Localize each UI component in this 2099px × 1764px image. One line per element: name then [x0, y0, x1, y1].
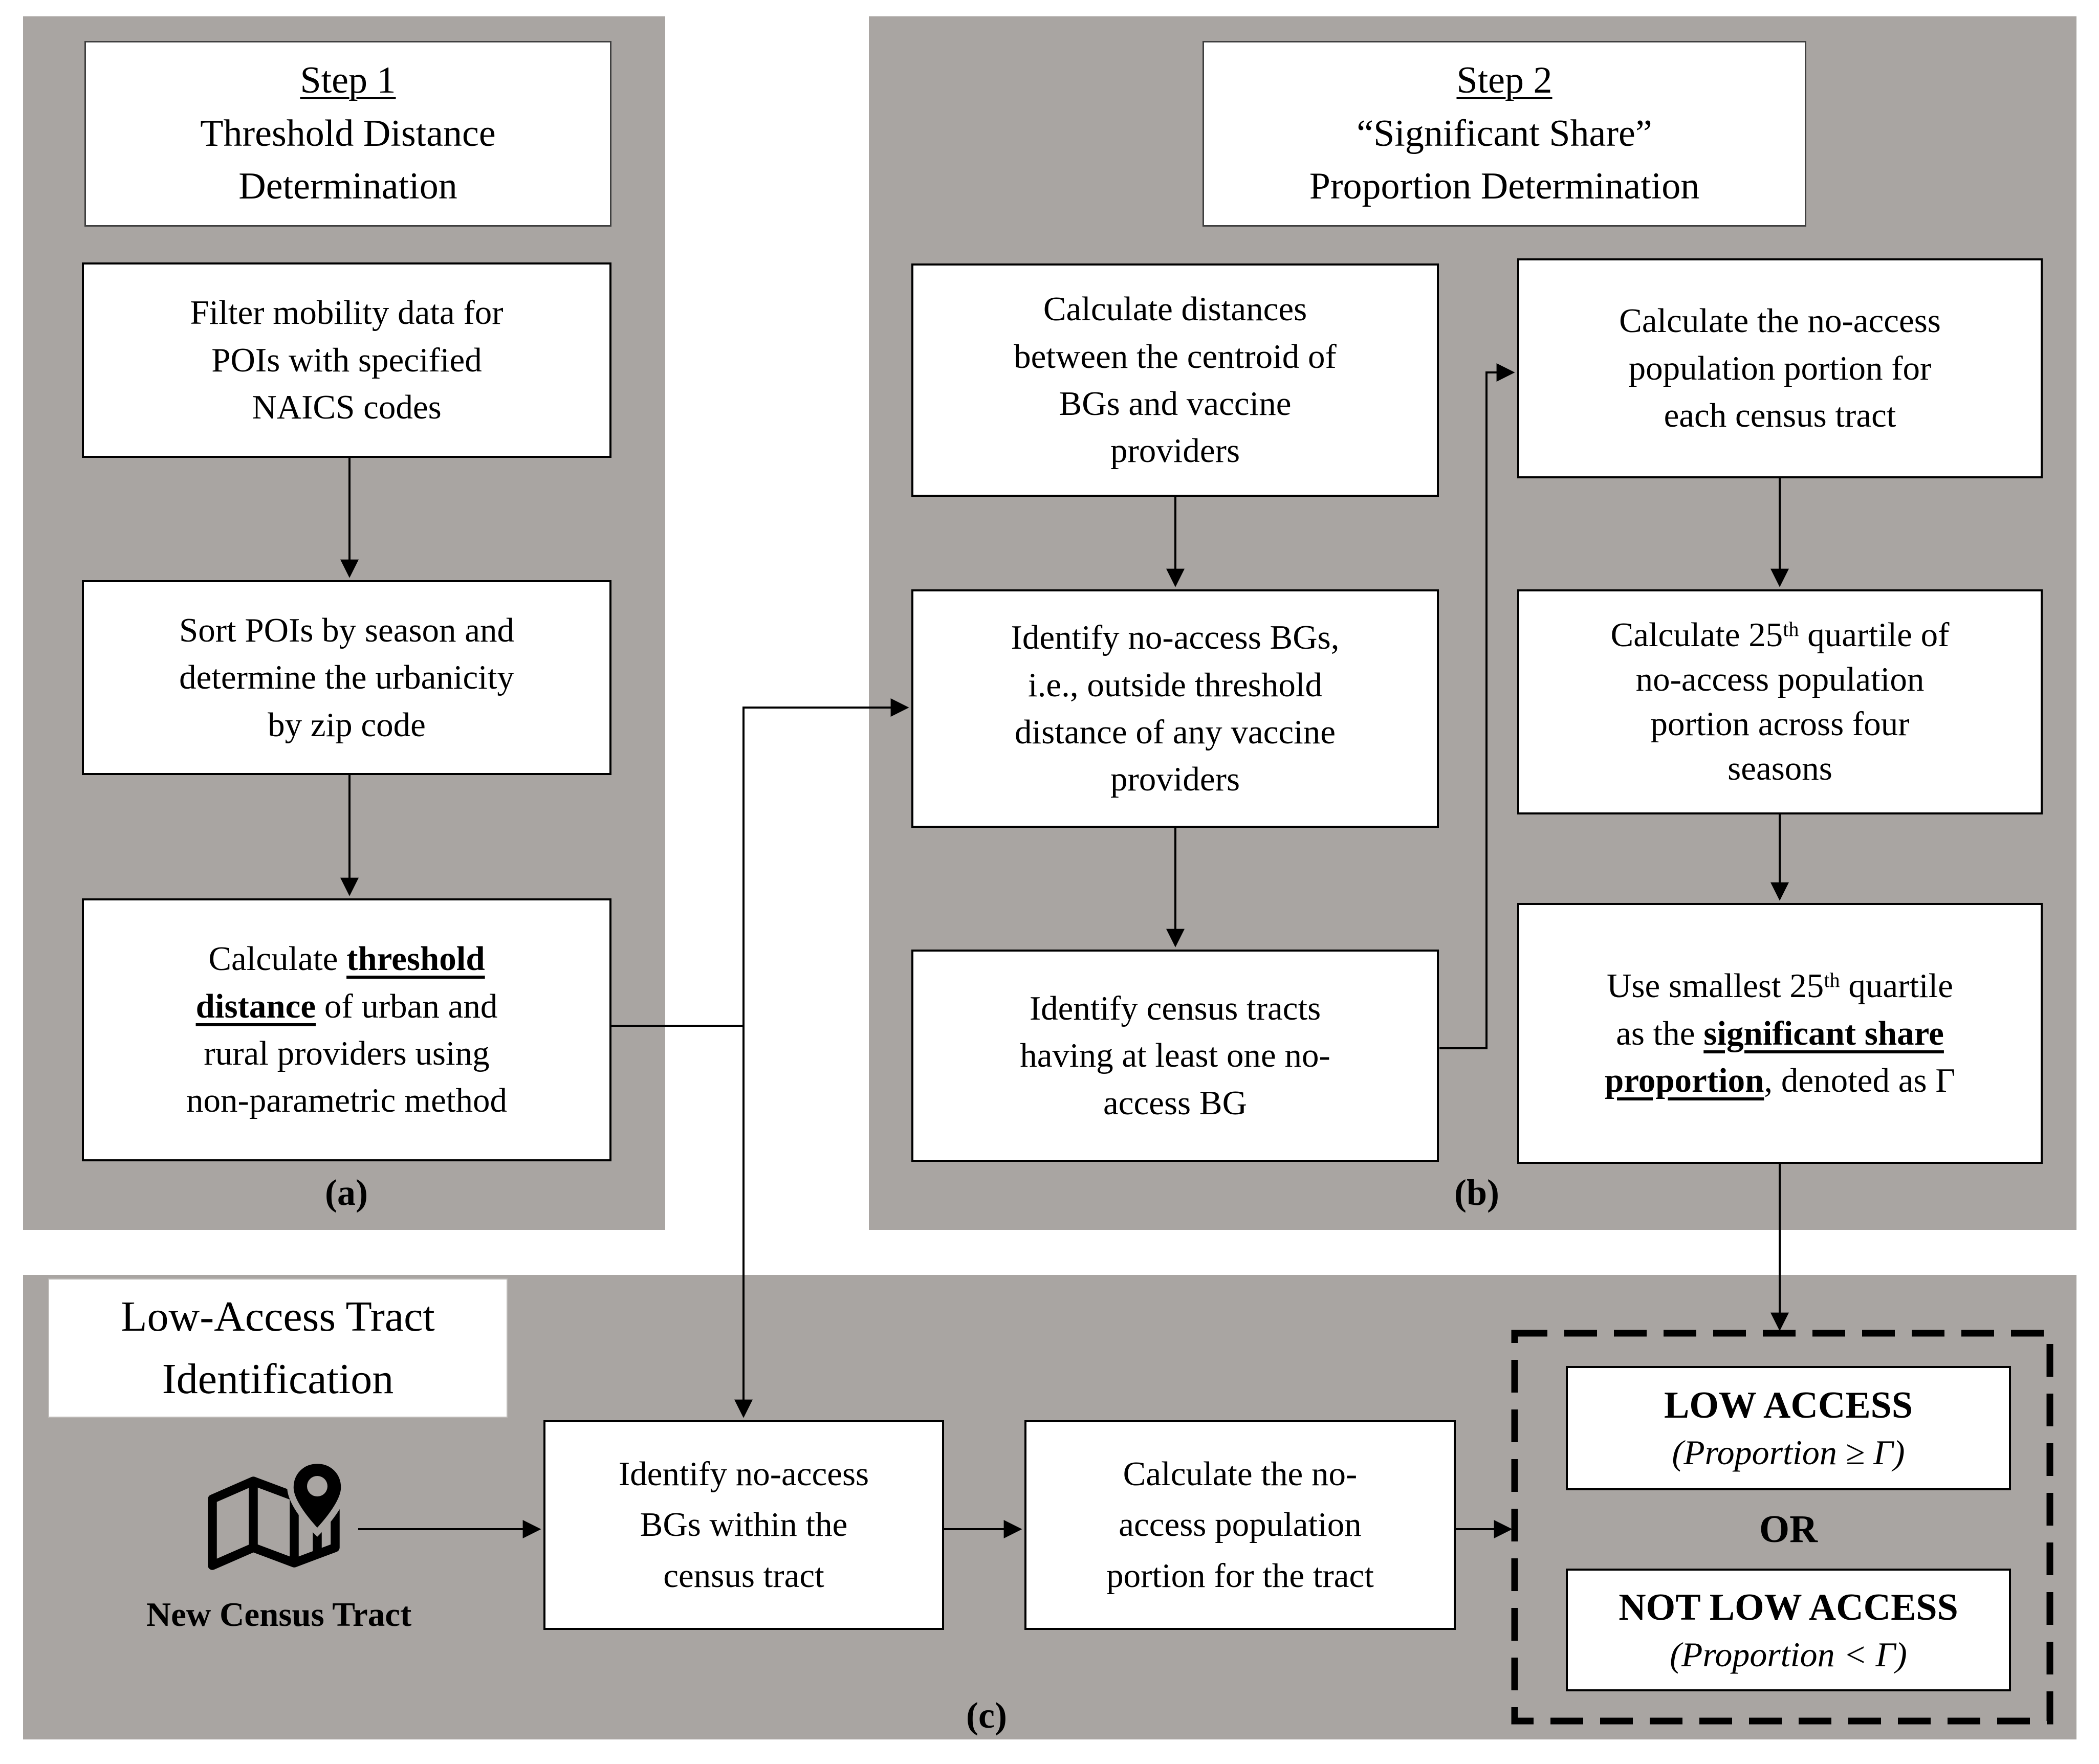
- significant-share-box: Use smallest 25th quartile as the significant share proportion, denoted as Γ: [1517, 903, 2043, 1164]
- map-pin-icon: [205, 1456, 358, 1586]
- sort-pois-box: Sort POIs by season and determine the urbanicity by zip code: [82, 580, 611, 775]
- low-access-box: LOW ACCESS (Proportion ≥ Γ): [1566, 1366, 2011, 1490]
- panel-a-label: (a): [325, 1172, 368, 1213]
- or-label: OR: [1759, 1508, 1818, 1551]
- step1-title: Step 1: [300, 59, 396, 102]
- identify-noaccess-bgs-box: Identify no-access BGs, i.e., outside threshold distance of any vaccine providers: [911, 589, 1439, 828]
- low-access-title-box: Low-Access Tract Identification: [48, 1278, 508, 1418]
- step2-title: Step 2: [1456, 59, 1553, 102]
- identify-bgs-within-tract-box: Identify no-access BGs within the census tract: [543, 1420, 944, 1630]
- new-census-tract-label: New Census Tract: [146, 1596, 412, 1634]
- step1-header: Step 1 Threshold Distance Determination: [84, 41, 611, 227]
- calc-portion-tract-box: Calculate the no- access population portion for the tract: [1024, 1420, 1456, 1630]
- identify-census-tracts-box: Identify census tracts having at least one no- access BG: [911, 950, 1439, 1162]
- calc-distances-box: Calculate distances between the centroid of BGs and vaccine providers: [911, 263, 1439, 497]
- not-low-access-box: NOT LOW ACCESS (Proportion < Γ): [1566, 1569, 2011, 1691]
- threshold-distance-box: Calculate threshold distance of urban and rural providers using non-parametric method: [82, 898, 611, 1161]
- step2-header: Step 2 “Significant Share” Proportion Determination: [1202, 41, 1806, 227]
- panel-c-label: (c): [966, 1695, 1007, 1736]
- noaccess-portion-box: Calculate the no-access population portion for each census tract: [1517, 258, 2043, 478]
- quartile-box: Calculate 25th quartile of no-access population portion across four seasons: [1517, 589, 2043, 814]
- filter-mobility-box: Filter mobility data for POIs with specified NAICS codes: [82, 262, 611, 458]
- panel-b-label: (b): [1454, 1172, 1499, 1213]
